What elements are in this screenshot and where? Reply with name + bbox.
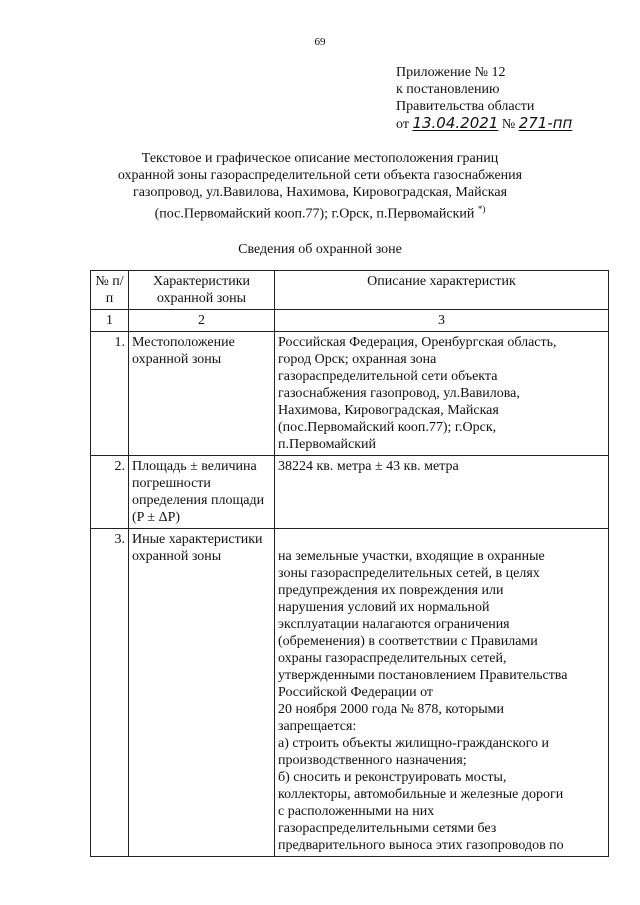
description-line: зоны газораспределительных сетей, в целях xyxy=(278,566,540,581)
description-line: эксплуатации налагаются ограничения xyxy=(278,617,510,632)
row-characteristic: Местоположение охранной зоны xyxy=(129,332,275,456)
appendix-number: Приложение № 12 xyxy=(396,65,506,80)
page-number: 69 xyxy=(314,36,326,48)
description-line: газораспределительными сетями без xyxy=(278,821,497,836)
appendix-block xyxy=(396,64,572,133)
description-line: предупреждения их повреждения или xyxy=(278,583,504,598)
row-number: 1. xyxy=(91,332,129,456)
title-line: (пос.Первомайский кооп.77); г.Орск, п.Первомайский *) xyxy=(154,204,486,222)
resolution-date: 13.04.2021 xyxy=(412,114,499,132)
section-subtitle: Сведения об охранной зоне xyxy=(238,242,402,257)
description-line: Российской Федерации от xyxy=(278,685,434,700)
title-line: газопровод, ул.Вавилова, Нахимова, Кировоградская, Майская xyxy=(132,185,508,200)
description-line: (пос.Первомайский кооп.77); г.Орск, xyxy=(278,420,497,435)
description-line: утвержденными постановлением Правительства xyxy=(278,668,568,683)
appendix-resolution-label: к постановлению xyxy=(396,82,500,97)
description-line: производственного назначения; xyxy=(278,753,467,768)
table-row xyxy=(91,456,609,529)
appendix-government-label: Правительства области xyxy=(396,99,535,114)
row-characteristic: Иные характеристики охранной зоны xyxy=(129,529,275,857)
resolution-number: 271-пп xyxy=(518,114,573,132)
table-index-row xyxy=(91,310,609,332)
description-line: с расположенными на них xyxy=(278,804,435,819)
table-row xyxy=(91,529,609,857)
footnote-mark: *) xyxy=(477,204,486,214)
description-line: 38224 кв. метра ± 43 кв. метра xyxy=(278,459,459,474)
description-line: 20 ноября 2000 года № 878, которыми xyxy=(278,702,505,717)
description-line: Нахимова, Кировоградская, Майская xyxy=(278,403,499,418)
description-line: охраны газораспределительных сетей, xyxy=(278,651,507,666)
number-prefix: № xyxy=(501,117,516,132)
description-line: (обременения) в соответствии с Правилами xyxy=(278,634,538,649)
index-cell: 3 xyxy=(275,310,609,332)
title-line: Текстовое и графическое описание местоположения границ xyxy=(141,151,499,166)
row-description xyxy=(275,456,609,529)
description-line xyxy=(278,531,605,548)
row-number: 2. xyxy=(91,456,129,529)
title-line: охранной зоны газораспределительной сети объекта газоснабжения xyxy=(117,168,523,183)
header-num: № п/п xyxy=(91,271,129,310)
table-row xyxy=(91,332,609,456)
description-line: предварительного выноса этих газопроводов по xyxy=(278,838,564,853)
zone-info-table xyxy=(90,270,609,857)
description-line: газоснабжения газопровод, ул.Вавилова, xyxy=(278,386,520,401)
description-line: газораспределительной сети объекта xyxy=(278,369,498,384)
appendix-date-line xyxy=(396,115,572,133)
description-line: нарушения условий их нормальной xyxy=(278,600,490,615)
header-description: Описание характеристик xyxy=(275,271,609,310)
document-title xyxy=(90,150,550,223)
description-line: запрещается: xyxy=(278,719,357,734)
index-cell: 2 xyxy=(129,310,275,332)
description-line: на земельные участки, входящие в охранные xyxy=(278,549,545,564)
description-line: город Орск; охранная зона xyxy=(278,352,437,367)
row-description xyxy=(275,332,609,456)
row-number: 3. xyxy=(91,529,129,857)
row-description xyxy=(275,529,609,857)
index-cell: 1 xyxy=(91,310,129,332)
description-line: Российская Федерация, Оренбургская область, xyxy=(278,335,557,350)
table-header-row xyxy=(91,271,609,310)
header-characteristics: Характеристики охранной зоны xyxy=(129,271,275,310)
description-line: а) строить объекты жилищно-гражданского и xyxy=(278,736,549,751)
description-line: коллекторы, автомобильные и железные дороги xyxy=(278,787,564,802)
description-line: б) сносить и реконструировать мосты, xyxy=(278,770,507,785)
row-characteristic: Площадь ± величина погрешности определения площади (P ± ΔP) xyxy=(129,456,275,529)
date-prefix: от xyxy=(396,117,409,132)
description-line: п.Первомайский xyxy=(278,437,377,452)
